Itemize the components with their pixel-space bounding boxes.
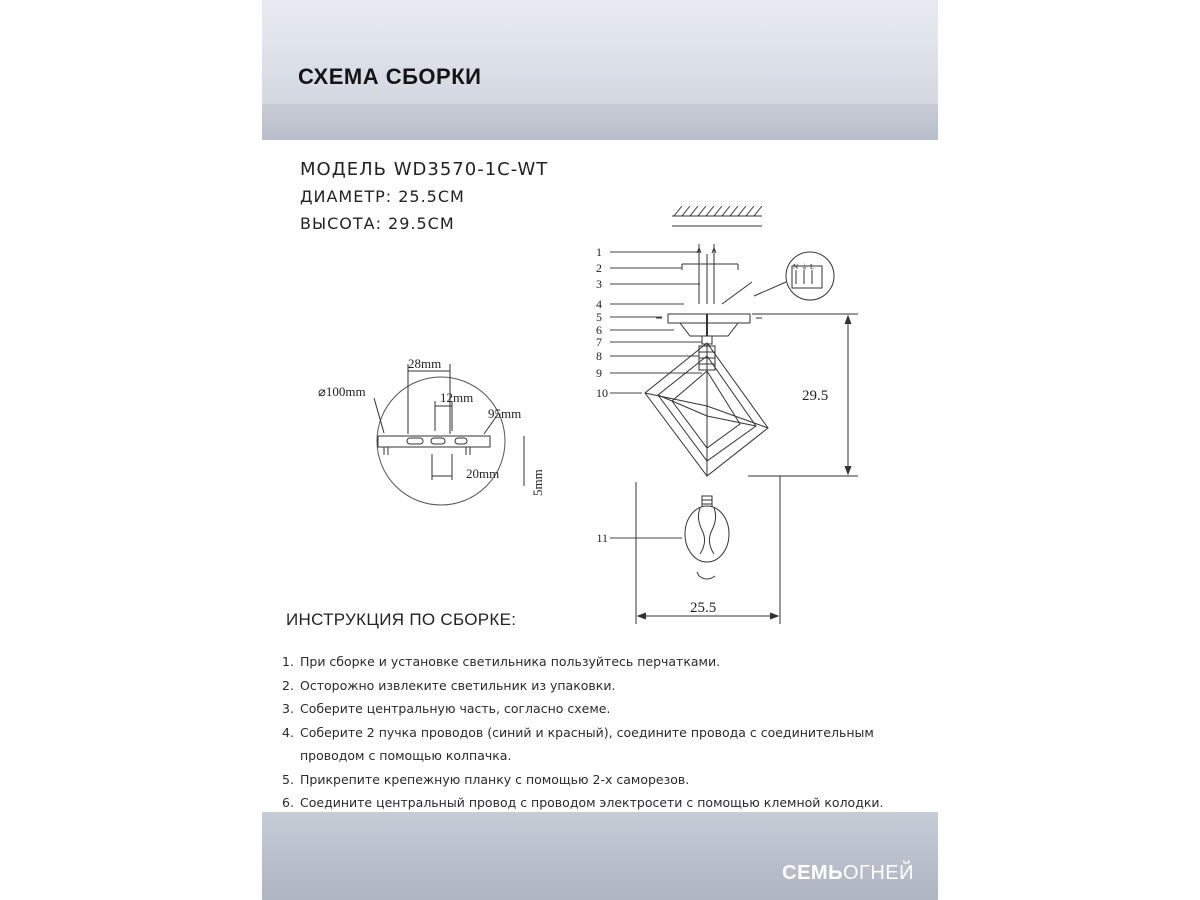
- part-number-6: 6: [596, 323, 602, 337]
- height-value-label: 29.5: [802, 388, 829, 404]
- mounting-screws: [682, 244, 752, 304]
- light-bulb: [685, 496, 729, 579]
- part-number-9: 9: [596, 366, 602, 380]
- wire-letter-l: L: [810, 263, 815, 271]
- wire-connector-callout: [754, 252, 834, 300]
- diameter-spec: ДИАМЕТР: 25.5СМ: [300, 187, 465, 206]
- part-number-11: 11: [596, 531, 608, 545]
- part-number-1: 1: [596, 245, 602, 259]
- dim-28-label: 28mm: [408, 356, 442, 371]
- part-number-2: 2: [596, 261, 602, 275]
- dim-5-label: 5mm: [530, 469, 545, 496]
- brand-logo: СЕМЬОГНЕЙ: [782, 862, 914, 884]
- cube-frame: [645, 343, 768, 476]
- model-name: МОДЕЛЬ WD3570-1C-WT: [300, 159, 549, 180]
- instruction-step: 1. При сборке и установке светильника пользуйтесь перчатками.: [282, 654, 721, 669]
- dim-20-label: 20mm: [466, 466, 500, 481]
- part-number-7: 7: [596, 335, 602, 349]
- part-number-3: 3: [596, 277, 602, 291]
- part-number-10: 10: [596, 386, 608, 400]
- bracket-detail: [374, 364, 524, 505]
- instruction-step: 4. Соберите 2 пучка проводов (синий и красный), соедините провода с соединительным проводом с помощью колпачка.: [282, 724, 874, 763]
- assembly-drawing: [262, 196, 938, 636]
- dim-100-label: ⌀100mm: [318, 384, 366, 399]
- width-value-label: 25.5: [690, 600, 717, 616]
- instruction-step: 3. Соберите центральную часть, согласно схеме.: [282, 701, 611, 716]
- instruction-step: 5. Прикрепите крепежную планку с помощью 2-х саморезов.: [282, 771, 690, 787]
- wire-letter-n: N: [793, 263, 799, 271]
- part-number-5: 5: [596, 310, 602, 324]
- canopy: [656, 314, 762, 344]
- instruction-sheet: [262, 0, 938, 900]
- instructions-title: ИНСТРУКЦИЯ ПО СБОРКЕ:: [286, 610, 517, 629]
- height-spec: ВЫСОТА: 29.5СМ: [300, 214, 455, 233]
- dim-95-label: 95mm: [488, 406, 522, 421]
- part-number-8: 8: [596, 349, 602, 363]
- instructions-list: [282, 650, 884, 815]
- instruction-step: 6. Соедините центральный провод с проводом электросети с помощью клемной колодки.: [282, 795, 884, 810]
- instruction-step: 2. Осторожно извлеките светильник из упаковки.: [282, 677, 616, 693]
- part-number-4: 4: [596, 297, 602, 311]
- wire-letter-ground: ⏚: [801, 263, 808, 271]
- header-band: [262, 0, 938, 140]
- page-title: СХЕМА СБОРКИ: [298, 64, 482, 89]
- header-stripe: [262, 104, 938, 140]
- footer-band: [262, 812, 938, 900]
- dim-12-label: 12mm: [440, 390, 474, 405]
- ceiling-hatch: [672, 206, 762, 226]
